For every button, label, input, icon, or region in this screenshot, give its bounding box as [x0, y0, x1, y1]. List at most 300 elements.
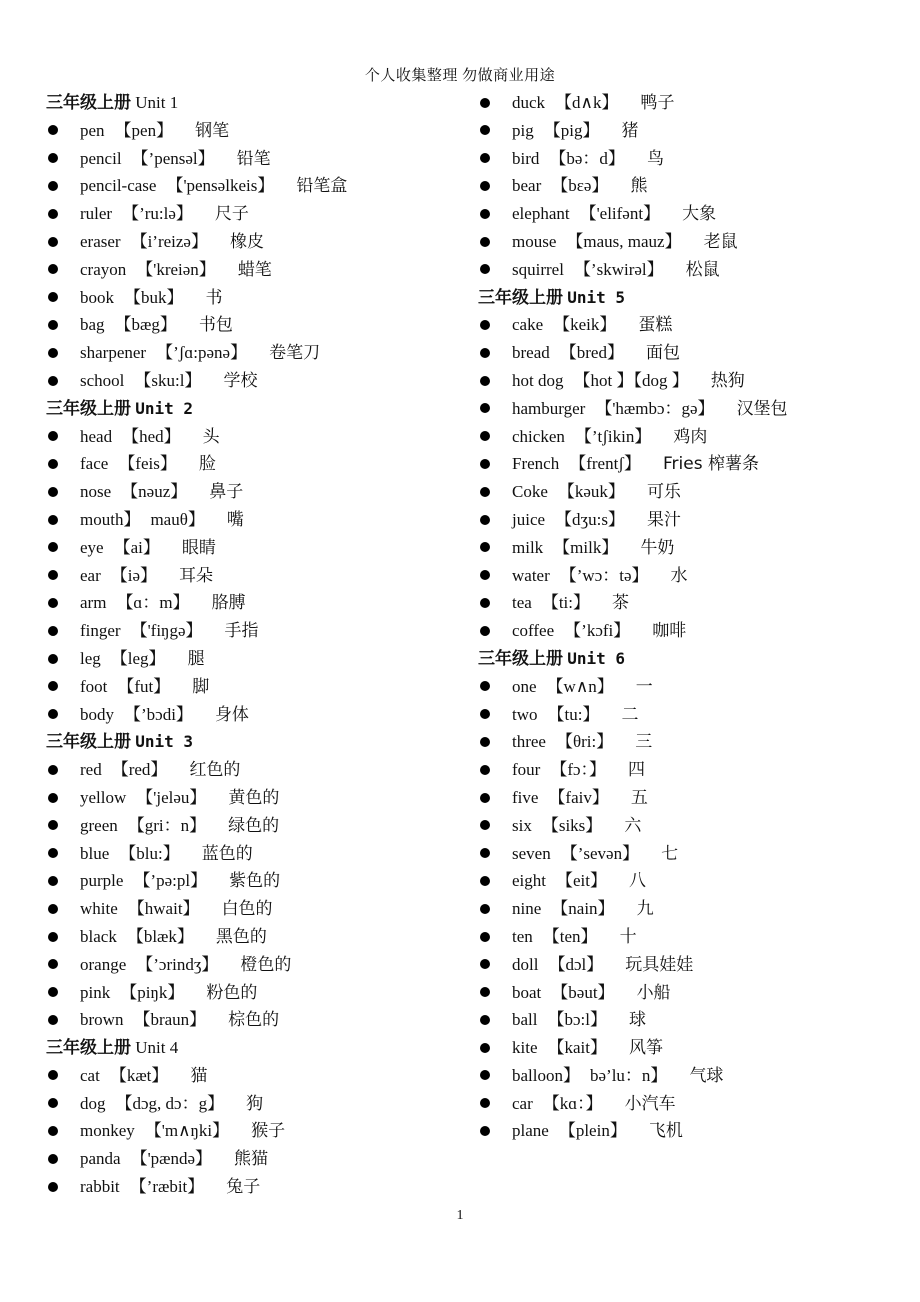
- unit-grade-label: 三年级上册: [46, 732, 131, 752]
- vocab-phonetic: 【'jeləu】: [136, 787, 207, 807]
- vocab-phonetic: 【ɑ：m】: [116, 593, 190, 613]
- bullet-icon: [480, 237, 490, 247]
- vocab-word: squirrel: [512, 259, 564, 279]
- vocab-translation: 鸡肉: [673, 426, 708, 447]
- vocab-phonetic: 【tu:】: [547, 704, 600, 724]
- vocab-translation: 十: [619, 926, 637, 947]
- vocab-word: ball: [512, 1010, 538, 1030]
- vocab-word: coffee: [512, 621, 555, 641]
- vocab-item: [478, 1034, 898, 1062]
- vocab-word: bread: [512, 343, 550, 363]
- vocab-item: [46, 895, 466, 923]
- vocab-phonetic: 【frentʃ】: [569, 454, 641, 474]
- vocab-word: foot: [80, 676, 108, 696]
- vocab-word: water: [512, 565, 550, 585]
- vocab-phonetic: 【fut】: [117, 676, 171, 696]
- vocab-translation: 三: [635, 732, 653, 753]
- vocab-phonetic: 【dɔg, dɔ：g】: [115, 1093, 225, 1113]
- unit-grade-label: 三年级上册: [46, 1038, 131, 1058]
- vocab-word: eight: [512, 871, 546, 891]
- vocab-item: [46, 117, 466, 145]
- vocab-word: leg: [80, 648, 101, 668]
- vocab-word: plane: [512, 1121, 549, 1141]
- vocab-word: head: [80, 426, 113, 446]
- vocab-word: elephant: [512, 204, 570, 224]
- bullet-icon: [480, 709, 490, 719]
- bullet-icon: [48, 820, 58, 830]
- bullet-icon: [48, 181, 58, 191]
- vocab-word: six: [512, 815, 532, 835]
- vocab-word: bag: [80, 315, 105, 335]
- vocab-item: [46, 617, 466, 645]
- vocab-item: [46, 756, 466, 784]
- vocab-item: [46, 423, 466, 451]
- vocab-translation: 兔子: [226, 1177, 261, 1198]
- unit-number-label: Unit 5: [567, 287, 626, 307]
- vocab-item: [46, 450, 466, 478]
- vocab-translation: 熊: [630, 176, 648, 197]
- vocab-phonetic: 【bæg】: [114, 315, 177, 335]
- vocab-item: [46, 478, 466, 506]
- vocab-phonetic: 【maus, mauz】: [566, 231, 682, 251]
- bullet-icon: [48, 709, 58, 719]
- vocab-translation: 黑色的: [215, 926, 267, 947]
- vocab-phonetic: 【dɔl】: [548, 954, 604, 974]
- vocab-translation: Fries 榨薯条: [662, 454, 759, 475]
- vocab-translation: 牛奶: [640, 537, 675, 558]
- vocab-word: monkey: [80, 1121, 135, 1141]
- vocab-translation: 铅笔: [236, 148, 271, 169]
- unit-number-label: Unit 3: [135, 732, 194, 752]
- unit-grade-label: 三年级上册: [478, 648, 563, 668]
- vocab-translation: 卷笔刀: [269, 343, 321, 364]
- vocab-item: [478, 562, 898, 590]
- vocab-translation: 八: [629, 871, 646, 892]
- bullet-icon: [48, 626, 58, 636]
- bullet-icon: [480, 1126, 490, 1136]
- unit-grade-label: 三年级上册: [46, 93, 131, 112]
- vocab-item: [478, 756, 898, 784]
- bullet-icon: [48, 904, 58, 914]
- vocab-translation: 小汽车: [624, 1093, 676, 1114]
- vocab-translation: 水: [670, 565, 688, 586]
- vocab-translation: 脚: [192, 676, 210, 697]
- bullet-icon: [48, 1154, 58, 1164]
- vocab-word: yellow: [80, 787, 127, 807]
- vocab-phonetic: 【d∧k】: [555, 93, 619, 112]
- bullet-icon: [48, 793, 58, 803]
- vocab-word: white: [80, 899, 118, 919]
- vocab-translation: 松鼠: [685, 259, 720, 280]
- vocab-phonetic: 【pig】: [543, 120, 600, 140]
- bullet-icon: [480, 1043, 490, 1053]
- bullet-icon: [48, 959, 58, 969]
- vocab-item: [46, 506, 466, 534]
- vocab-word: eraser: [80, 231, 121, 251]
- vocab-word: doll: [512, 954, 539, 974]
- vocab-translation: 书包: [198, 315, 233, 336]
- bullet-icon: [480, 125, 490, 135]
- vocab-item: [478, 228, 898, 256]
- vocab-word: mouth】: [80, 509, 141, 529]
- vocab-translation: 腿: [187, 648, 205, 669]
- bullet-icon: [48, 125, 58, 135]
- vocab-word: hamburger: [512, 398, 586, 418]
- vocab-item: [478, 784, 898, 812]
- vocab-translation: 蜡笔: [237, 259, 272, 280]
- vocab-word: pencil: [80, 148, 122, 168]
- bullet-icon: [480, 848, 490, 858]
- vocab-word: nose: [80, 482, 112, 502]
- vocab-translation: 飞机: [648, 1121, 683, 1142]
- bullet-icon: [48, 1182, 58, 1192]
- bullet-icon: [48, 515, 58, 525]
- vocab-word: blue: [80, 843, 110, 863]
- vocab-word: chicken: [512, 426, 565, 446]
- bullet-icon: [480, 820, 490, 830]
- vocab-item: [46, 534, 466, 562]
- vocab-phonetic: 【'pændə】: [130, 1149, 213, 1169]
- vocab-phonetic: 【'elifənt】: [579, 204, 661, 224]
- vocab-word: finger: [80, 621, 121, 641]
- vocab-word: school: [80, 370, 125, 390]
- vocab-translation: 红色的: [189, 760, 241, 781]
- vocab-item: [478, 840, 898, 868]
- vocab-translation: 身体: [214, 704, 249, 725]
- vocab-translation: 老鼠: [703, 231, 738, 252]
- vocab-phonetic: bə’lu：n】: [590, 1065, 668, 1085]
- vocab-phonetic: 【leg】: [110, 648, 166, 668]
- bullet-icon: [480, 1015, 490, 1025]
- vocab-word: hot dog: [512, 370, 564, 390]
- vocab-word: four: [512, 760, 541, 780]
- vocab-item: [478, 450, 898, 478]
- vocab-word: sharpener: [80, 343, 147, 363]
- vocab-translation: 热狗: [710, 370, 745, 391]
- vocab-phonetic: 【nəuz】: [121, 482, 188, 502]
- vocab-word: five: [512, 787, 539, 807]
- vocab-translation: 鼻子: [209, 482, 244, 503]
- vocab-phonetic: 【iə】: [110, 565, 158, 585]
- vocab-word: arm: [80, 593, 107, 613]
- unit-heading: [46, 1034, 466, 1062]
- vocab-translation: 面包: [645, 343, 680, 364]
- vocab-phonetic: 【pen】: [114, 120, 174, 140]
- vocab-translation: 橙色的: [240, 954, 292, 975]
- vocab-phonetic: 【’pə:pl】: [133, 871, 208, 891]
- vocab-word: eye: [80, 537, 104, 557]
- vocab-translation: 五: [630, 787, 648, 808]
- vocab-translation: 熊猫: [234, 1149, 269, 1170]
- vocab-phonetic: 【bεə】: [551, 176, 609, 196]
- bullet-icon: [480, 570, 490, 580]
- vocab-translation: 球: [629, 1010, 646, 1031]
- vocab-phonetic: 【eit】: [556, 871, 607, 891]
- vocab-item: [46, 311, 466, 339]
- vocab-phonetic: 【gri：n】: [127, 815, 207, 835]
- bullet-icon: [48, 487, 58, 497]
- vocab-translation: 蓝色的: [201, 843, 253, 864]
- vocab-word: pencil-case: [80, 176, 157, 196]
- bullet-icon: [48, 376, 58, 386]
- vocab-phonetic: 【blu:】: [119, 843, 180, 863]
- bullet-icon: [480, 431, 490, 441]
- bullet-icon: [480, 737, 490, 747]
- vocab-translation: 橡皮: [229, 231, 264, 252]
- vocab-item: [478, 867, 898, 895]
- bullet-icon: [48, 542, 58, 552]
- vocab-phonetic: mauθ】: [150, 509, 205, 529]
- vocab-word: dog: [80, 1093, 106, 1113]
- vocab-phonetic: 【θri:】: [555, 732, 614, 752]
- vocab-item: [46, 284, 466, 312]
- unit-heading: [46, 728, 466, 756]
- bullet-icon: [48, 292, 58, 302]
- vocab-translation: 学校: [223, 370, 258, 391]
- vocab-item: [46, 1090, 466, 1118]
- bullet-icon: [48, 876, 58, 886]
- vocab-item: [478, 339, 898, 367]
- vocab-translation: 风筝: [629, 1038, 663, 1059]
- vocab-phonetic: 【blæk】: [126, 926, 194, 946]
- vocab-item: [478, 589, 898, 617]
- unit-number-label: Unit 4: [135, 1038, 179, 1058]
- vocab-translation: 紫色的: [229, 871, 281, 892]
- vocab-item: [46, 1062, 466, 1090]
- bullet-icon: [480, 765, 490, 775]
- bullet-icon: [480, 987, 490, 997]
- vocab-phonetic: 【’tʃikin】: [574, 426, 652, 446]
- right-column: [478, 89, 898, 1145]
- vocab-translation: 大象: [682, 204, 717, 225]
- vocab-item: [46, 784, 466, 812]
- bullet-icon: [480, 542, 490, 552]
- vocab-item: [478, 311, 898, 339]
- vocab-translation: 耳朵: [179, 565, 214, 586]
- bullet-icon: [48, 1070, 58, 1080]
- vocab-word: ear: [80, 565, 101, 585]
- vocab-item: [46, 840, 466, 868]
- vocab-phonetic: 【hwait】: [127, 899, 200, 919]
- bullet-icon: [48, 654, 58, 664]
- vocab-word: pig: [512, 120, 534, 140]
- vocab-item: [478, 506, 898, 534]
- vocab-item: [478, 951, 898, 979]
- vocab-item: [478, 367, 898, 395]
- vocab-word: nine: [512, 899, 542, 919]
- vocab-translation: 眼睛: [181, 537, 216, 558]
- vocab-item: [46, 867, 466, 895]
- vocab-phonetic: 【milk】: [553, 537, 619, 557]
- vocab-word: brown: [80, 1010, 124, 1030]
- vocab-translation: 四: [628, 760, 646, 781]
- unit-heading: [478, 284, 898, 312]
- vocab-item: [478, 534, 898, 562]
- vocab-word: purple: [80, 871, 124, 891]
- vocab-phonetic: 【dʒu:s】: [555, 509, 625, 529]
- vocab-phonetic: 【bred】: [559, 343, 624, 363]
- vocab-phonetic: 【’pensəl】: [131, 148, 215, 168]
- vocab-phonetic: 【plein】: [558, 1121, 627, 1141]
- vocab-translation: 黄色的: [228, 787, 280, 808]
- vocab-translation: 七: [661, 843, 679, 864]
- vocab-word: red: [80, 760, 102, 780]
- page-header: 个人收集整理 勿做商业用途: [364, 68, 556, 84]
- unit-heading: [46, 395, 466, 423]
- vocab-item: [46, 562, 466, 590]
- unit-number-label: Unit 1: [135, 93, 179, 112]
- vocab-phonetic: 【’bɔdi】: [124, 704, 193, 724]
- vocab-translation: 汉堡包: [736, 398, 788, 419]
- vocab-phonetic: 【’ræbit】: [129, 1177, 205, 1197]
- vocab-phonetic: 【'm∧ŋki】: [144, 1121, 230, 1141]
- vocab-item: [46, 256, 466, 284]
- vocab-item: [478, 923, 898, 951]
- vocab-translation: 果汁: [646, 509, 681, 530]
- vocab-item: [478, 395, 898, 423]
- bullet-icon: [480, 98, 490, 108]
- bullet-icon: [480, 793, 490, 803]
- vocab-phonetic: 【faiv】: [548, 787, 609, 807]
- bullet-icon: [48, 209, 58, 219]
- vocab-word: body: [80, 704, 114, 724]
- bullet-icon: [48, 459, 58, 469]
- vocab-word: kite: [512, 1038, 538, 1058]
- vocab-word: ten: [512, 926, 533, 946]
- vocab-word: two: [512, 704, 538, 724]
- vocab-phonetic: 【nain】: [551, 899, 615, 919]
- unit-number-label: Unit 2: [135, 398, 194, 418]
- vocab-translation: 手指: [224, 621, 259, 642]
- bullet-icon: [48, 1126, 58, 1136]
- vocab-phonetic: 【’skwirəl】: [573, 259, 664, 279]
- bullet-icon: [480, 459, 490, 469]
- vocab-phonetic: 【hed】: [122, 426, 181, 446]
- bullet-icon: [480, 598, 490, 608]
- vocab-item: [46, 1117, 466, 1145]
- vocab-word: one: [512, 676, 537, 696]
- vocab-item: [478, 701, 898, 729]
- bullet-icon: [48, 598, 58, 608]
- vocab-word: balloon】: [512, 1065, 580, 1085]
- vocab-phonetic: 【bə：d】: [549, 148, 625, 168]
- vocab-phonetic: 【'pensəlkeis】: [166, 176, 275, 196]
- vocab-phonetic: 【'kreiən】: [136, 259, 216, 279]
- unit-grade-label: 三年级上册: [478, 287, 563, 307]
- vocab-word: pink: [80, 982, 111, 1002]
- vocab-word: black: [80, 926, 117, 946]
- vocab-translation: 猴子: [251, 1121, 286, 1142]
- vocab-item: [46, 1006, 466, 1034]
- vocab-translation: 蛋糕: [638, 315, 673, 336]
- bullet-icon: [480, 904, 490, 914]
- bullet-icon: [480, 1098, 490, 1108]
- vocab-word: milk: [512, 537, 544, 557]
- bullet-icon: [480, 320, 490, 330]
- vocab-item: [46, 923, 466, 951]
- vocab-phonetic: 【'hæmbɔ：gə】: [595, 398, 715, 418]
- bullet-icon: [48, 765, 58, 775]
- vocab-word: book: [80, 287, 114, 307]
- bullet-icon: [480, 626, 490, 636]
- bullet-icon: [48, 1098, 58, 1108]
- vocab-word: duck: [512, 93, 546, 112]
- vocab-translation: 可乐: [646, 482, 681, 503]
- vocab-phonetic: 【kəuk】: [557, 482, 625, 502]
- vocab-word: pen: [80, 120, 105, 140]
- bullet-icon: [48, 681, 58, 691]
- vocab-translation: 尺子: [214, 204, 249, 225]
- vocab-item: [46, 145, 466, 173]
- vocab-word: Coke: [512, 482, 548, 502]
- bullet-icon: [48, 320, 58, 330]
- vocab-phonetic: 【'fiŋgə】: [130, 621, 203, 641]
- vocab-item: [478, 478, 898, 506]
- bullet-icon: [480, 376, 490, 386]
- vocab-translation: 白色的: [221, 899, 273, 920]
- vocab-translation: 脸: [198, 454, 216, 475]
- vocab-translation: 小船: [636, 982, 671, 1003]
- vocab-translation: 一: [635, 676, 653, 697]
- bullet-icon: [48, 431, 58, 441]
- vocab-word: seven: [512, 843, 551, 863]
- vocab-item: [478, 117, 898, 145]
- vocab-phonetic: 【bəut】: [551, 982, 615, 1002]
- vocab-phonetic: 【’ru:lə】: [122, 204, 193, 224]
- vocab-item: [46, 589, 466, 617]
- vocab-item: [46, 673, 466, 701]
- vocab-translation: 头: [202, 426, 220, 447]
- bullet-icon: [48, 264, 58, 274]
- vocab-item: [478, 673, 898, 701]
- bullet-icon: [480, 487, 490, 497]
- vocab-word: orange: [80, 954, 127, 974]
- bullet-icon: [480, 1070, 490, 1080]
- vocab-phonetic: 【sku:l】: [134, 370, 202, 390]
- vocab-item: [478, 617, 898, 645]
- vocab-phonetic: 【braun】: [133, 1010, 207, 1030]
- vocab-translation: 二: [621, 704, 639, 725]
- bullet-icon: [48, 153, 58, 163]
- unit-grade-label: 三年级上册: [46, 398, 131, 418]
- vocab-phonetic: 【w∧n】: [546, 676, 614, 696]
- bullet-icon: [48, 932, 58, 942]
- vocab-word: cat: [80, 1065, 100, 1085]
- bullet-icon: [480, 348, 490, 358]
- vocab-word: rabbit: [80, 1177, 120, 1197]
- vocab-phonetic: 【bɔ:l】: [547, 1010, 607, 1030]
- vocab-phonetic: 【’kɔfi】: [564, 621, 631, 641]
- vocab-word: bird: [512, 148, 540, 168]
- vocab-phonetic: 【kɑ：】: [542, 1093, 603, 1113]
- unit-number-label: Unit 6: [567, 648, 626, 668]
- bullet-icon: [48, 348, 58, 358]
- vocab-item: [478, 1062, 898, 1090]
- vocab-word: car: [512, 1093, 533, 1113]
- vocab-translation: 玩具娃娃: [625, 954, 694, 975]
- vocab-translation: 胳膊: [211, 593, 246, 614]
- vocab-phonetic: 【ai】: [113, 537, 160, 557]
- vocab-item: [46, 228, 466, 256]
- vocab-item: [478, 256, 898, 284]
- vocab-translation: 狗: [246, 1093, 264, 1114]
- vocab-translation: 嘴: [226, 509, 244, 530]
- vocab-word: French: [512, 454, 560, 474]
- vocab-item: [46, 1173, 466, 1201]
- vocab-translation: 气球: [689, 1065, 724, 1086]
- bullet-icon: [480, 264, 490, 274]
- vocab-item: [478, 89, 898, 117]
